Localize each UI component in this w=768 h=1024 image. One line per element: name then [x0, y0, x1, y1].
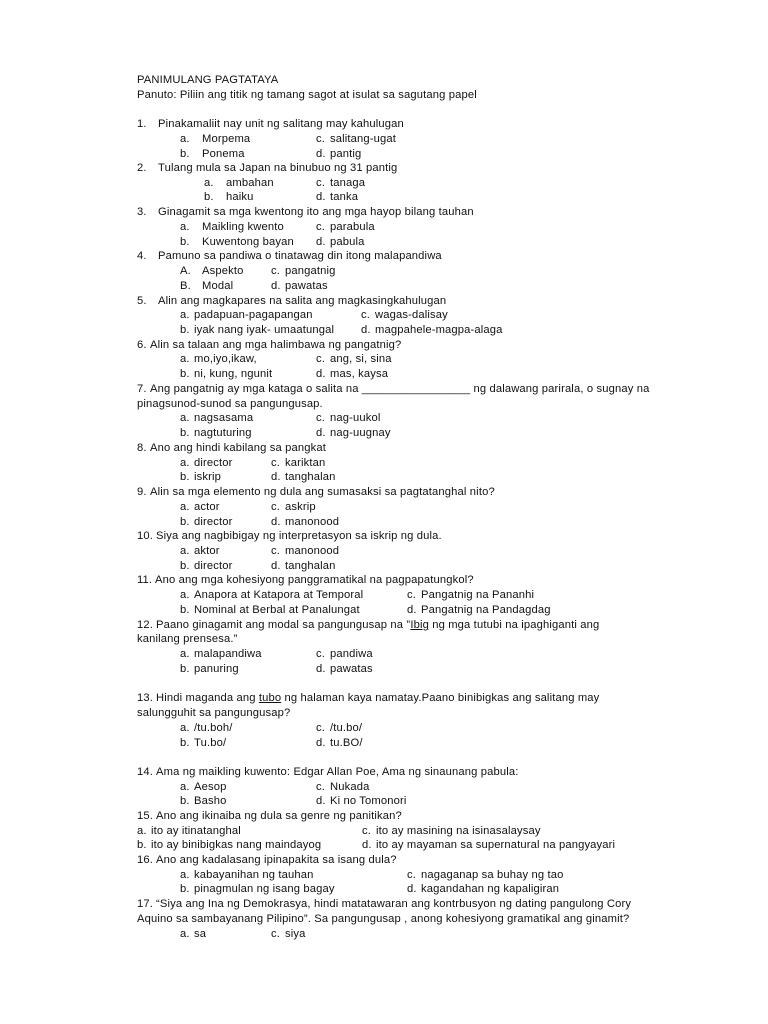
choice-text: parabula [330, 221, 375, 233]
choice-label: b. [180, 427, 190, 439]
choice-label: a. [180, 412, 190, 424]
question-number: 10. [137, 530, 154, 542]
choice-text: mo,iyo,ikaw, [194, 353, 257, 365]
choice-text: ang, si, sina [330, 353, 392, 365]
choice-label: a. [180, 928, 190, 940]
choice-label: b. [137, 839, 147, 851]
choice-text: ni, kung, ngunit [194, 368, 273, 380]
choice-label: c. [316, 648, 326, 660]
choice-text: ito ay itinatanghal [151, 825, 241, 837]
choice-label: c. [271, 501, 281, 513]
choice-label: b. [180, 795, 190, 807]
choice-text: Maikling kwento [202, 221, 284, 233]
choice-text: sa [194, 928, 207, 940]
choice-text: pawatas [330, 663, 373, 675]
question-number: 16. [137, 854, 154, 866]
choice-text: tu.BO/ [330, 737, 363, 749]
question-text-cont: pinagsunod-sunod sa pangungusap. [137, 398, 323, 410]
choice-label: d. [316, 236, 326, 248]
choice-text: tanghalan [285, 560, 336, 572]
choice-label: d. [407, 604, 417, 616]
choice-text: pantig [330, 148, 362, 160]
choice-label: A. [180, 265, 191, 277]
choice-text: Pangatnig na Pananhi [421, 589, 535, 601]
choice-label: a. [180, 589, 190, 601]
choice-text: mas, kaysa [330, 368, 389, 380]
choice-text: tanka [330, 191, 359, 203]
choice-label: d. [271, 471, 281, 483]
choice-text: Anapora at Katapora at Temporal [194, 589, 364, 601]
choice-label: b. [180, 368, 190, 380]
choice-text: nag-uukol [330, 412, 381, 424]
choice-text: director [194, 457, 233, 469]
choice-label: d. [316, 191, 326, 203]
choice-text: padapuan-pagapangan [194, 309, 313, 321]
question-text: Alin sa talaan ang mga halimbawa ng pangatnig? [150, 339, 402, 351]
choice-label: b. [180, 560, 190, 572]
choice-text: haiku [226, 191, 254, 203]
choice-label: a. [180, 781, 190, 793]
choice-text: Kuwentong bayan [202, 236, 294, 248]
choice-label: c. [271, 545, 281, 557]
choice-label: b. [180, 324, 190, 336]
choice-text: pandiwa [330, 648, 373, 660]
choice-label: b. [180, 737, 190, 749]
question-number: 8. [137, 442, 147, 454]
question-text: Ano ang hindi kabilang sa pangkat [150, 442, 327, 454]
choice-label: d. [362, 839, 372, 851]
question-number: 2. [137, 162, 147, 174]
choice-label: c. [271, 457, 281, 469]
question-text: Ano ang ikinaiba ng dula sa genre ng panitikan? [156, 810, 402, 822]
choice-text: pinagmulan ng isang bagay [194, 883, 335, 895]
choice-text: Nominal at Berbal at Panalungat [194, 604, 360, 616]
choice-label: c. [316, 412, 326, 424]
choice-text: nagtuturing [194, 427, 252, 439]
choice-text: Basho [194, 795, 227, 807]
choice-text: actor [194, 501, 220, 513]
choice-label: d. [271, 516, 281, 528]
question-number: 7. [137, 383, 147, 395]
choice-text: wagas-dalisay [375, 309, 448, 321]
choice-label: d. [316, 737, 326, 749]
instruction-text: Panuto: Piliin ang titik ng tamang sagot at isulat sa sagutang papel [137, 89, 477, 101]
choice-label: a. [180, 133, 190, 145]
choice-label: a. [180, 722, 190, 734]
question-text: Ano ang kadalasang ipinapakita sa isang dula? [156, 854, 397, 866]
choice-text: ito ay binibigkas nang maindayog [151, 839, 322, 851]
choice-label: d. [316, 368, 326, 380]
choice-label: a. [180, 545, 190, 557]
question-text: Siya ang nagbibigay ng interpretasyon sa iskrip ng dula. [156, 530, 442, 542]
question-text [156, 691, 599, 705]
choice-text: Aspekto [202, 265, 244, 277]
choice-text: iyak nang iyak- umaatungal [194, 324, 335, 336]
choice-label: a. [137, 825, 147, 837]
choice-text: pabula [330, 236, 365, 248]
choice-label: a. [180, 309, 190, 321]
question-text: Tulang mula sa Japan na binubuo ng 31 pantig [158, 162, 398, 174]
choice-label: a. [180, 648, 190, 660]
choice-text: kabayanihan ng tauhan [194, 869, 314, 881]
choice-text: manonood [285, 516, 340, 528]
question-number: 13. [137, 692, 154, 704]
choice-label: d. [271, 280, 281, 292]
question-text: Alin ang magkapares na salita ang magkasingkahulugan [158, 295, 447, 307]
choice-label: d. [316, 427, 326, 439]
choice-text: Ponema [202, 148, 245, 160]
choice-label: a. [180, 353, 190, 365]
choice-label: b. [180, 516, 190, 528]
choice-text: salitang-ugat [330, 133, 397, 145]
question-text [156, 618, 599, 632]
choice-text: Modal [202, 280, 234, 292]
choice-text: nagaganap sa buhay ng tao [421, 869, 564, 881]
choice-label: b. [180, 148, 190, 160]
choice-label: d. [316, 795, 326, 807]
choice-text: /tu.bo/ [330, 722, 363, 734]
choice-text: Tu.bo/ [194, 737, 227, 749]
choice-label: b. [180, 883, 190, 895]
choice-label: B. [180, 280, 191, 292]
choice-text: Pangatnig na Pandagdag [421, 604, 551, 616]
choice-text: malapandiwa [194, 648, 262, 660]
choice-label: b. [204, 191, 214, 203]
question-text: Pinakamaliit nay unit ng salitang may kahulugan [158, 118, 404, 130]
choice-text: pangatnig [285, 265, 336, 277]
choice-label: d. [407, 883, 417, 895]
question-number: 5. [137, 295, 147, 307]
question-text: Alin sa mga elemento ng dula ang sumasaksi sa pagtatanghal nito? [150, 486, 495, 498]
choice-text: tanghalan [285, 471, 336, 483]
choice-label: a. [180, 457, 190, 469]
choice-text: magpahele-magpa-alaga [375, 324, 503, 336]
question-text: Ano ang mga kohesiyong panggramatikal na pagpapatungkol? [155, 574, 474, 586]
choice-label: c. [316, 133, 326, 145]
choice-label: a. [180, 221, 190, 233]
question-number: 4. [137, 250, 147, 262]
choice-text: manonood [285, 545, 340, 557]
choice-text: ito ay masining na isinasalaysay [376, 825, 541, 837]
choice-text: /tu.boh/ [194, 722, 233, 734]
question-text-part: Hindi maganda ang [156, 692, 259, 704]
choice-label: c. [407, 869, 417, 881]
choice-label: c. [362, 825, 372, 837]
question-number: 3. [137, 206, 147, 218]
choice-label: b. [180, 471, 190, 483]
choice-text: pawatas [285, 280, 328, 292]
question-text: “Siya ang Ina ng Demokrasya, hindi matatawaran ang kontrbusyon ng dating pangulong Cory [156, 898, 632, 910]
question-number: 1. [137, 118, 147, 130]
choice-text: director [194, 516, 233, 528]
question-text-part: ng mga tutubi na ipaghiganti ang [428, 619, 600, 631]
underlined-word: tubo [258, 692, 282, 704]
choice-text: siya [285, 928, 306, 940]
question-text-part: ng halaman kaya namatay.Paano binibigkas ang salitang may [281, 692, 600, 704]
choice-label: b. [180, 663, 190, 675]
choice-label: c. [316, 781, 326, 793]
choice-label: c. [361, 309, 371, 321]
choice-label: c. [316, 221, 326, 233]
question-number: 11. [137, 574, 153, 586]
choice-text: kagandahan ng kapaligiran [421, 883, 560, 895]
choice-text: kariktan [285, 457, 326, 469]
question-text-cont: kanilang prensesa.” [137, 633, 238, 645]
choice-label: c. [407, 589, 417, 601]
choice-text: aktor [194, 545, 220, 557]
question-text-cont: salungguhit sa pangungusap? [137, 707, 291, 719]
choice-text: nagsasama [194, 412, 254, 424]
choice-label: a. [204, 177, 214, 189]
choice-text: iskrip [194, 471, 222, 483]
choice-text: Aesop [194, 781, 227, 793]
question-number: 9. [137, 486, 147, 498]
choice-label: d. [316, 148, 326, 160]
question-number: 6. [137, 339, 147, 351]
choice-label: c. [271, 928, 281, 940]
question-text-part: Paano ginagamit ang modal sa pangungusap na ” [156, 619, 411, 631]
choice-text: panuring [194, 663, 239, 675]
question-number: 12. [137, 619, 154, 631]
choice-label: c. [316, 177, 326, 189]
question-text: Ginagamit sa mga kwentong ito ang mga hayop bilang tauhan [158, 206, 474, 218]
choice-text: nag-uugnay [330, 427, 391, 439]
question-text: Ang pangatnig ay mga kataga o salita na _________________ ng dalawang parirala, o sugnay na [150, 383, 650, 395]
question-text-cont: Aquino sa sambayanang Pilipino”. Sa pangungusap , anong kohesiyong gramatikal ang ginamit? [137, 913, 630, 925]
choice-label: d. [271, 560, 281, 572]
choice-label: b. [180, 604, 190, 616]
question-number: 14. [137, 766, 154, 778]
choice-label: c. [316, 353, 326, 365]
choice-text: Morpema [202, 133, 251, 145]
choice-label: d. [361, 324, 371, 336]
choice-text: Ki no Tomonori [330, 795, 407, 807]
choice-label: c. [271, 265, 281, 277]
question-text: Ama ng maikling kuwento: Edgar Allan Poe, Ama ng sinaunang pabula: [156, 766, 519, 778]
choice-label: c. [316, 722, 326, 734]
choice-text: Nukada [330, 781, 370, 793]
choice-text: askrip [285, 501, 316, 513]
question-number: 17. [137, 898, 154, 910]
choice-label: a. [180, 501, 190, 513]
choice-label: b. [180, 236, 190, 248]
choice-label: d. [316, 663, 326, 675]
question-text: Pamuno sa pandiwa o tinatawag din itong malapandiwa [158, 250, 442, 262]
choice-text: ambahan [226, 177, 274, 189]
choice-text: ito ay mayaman sa supernatural na pangyayari [376, 839, 616, 851]
choice-text: director [194, 560, 233, 572]
choice-text: tanaga [330, 177, 366, 189]
choice-label: a. [180, 869, 190, 881]
underlined-word: Ibig [410, 619, 429, 631]
document-title: PANIMULANG PAGTATAYA [137, 74, 279, 86]
question-number: 15. [137, 810, 154, 822]
